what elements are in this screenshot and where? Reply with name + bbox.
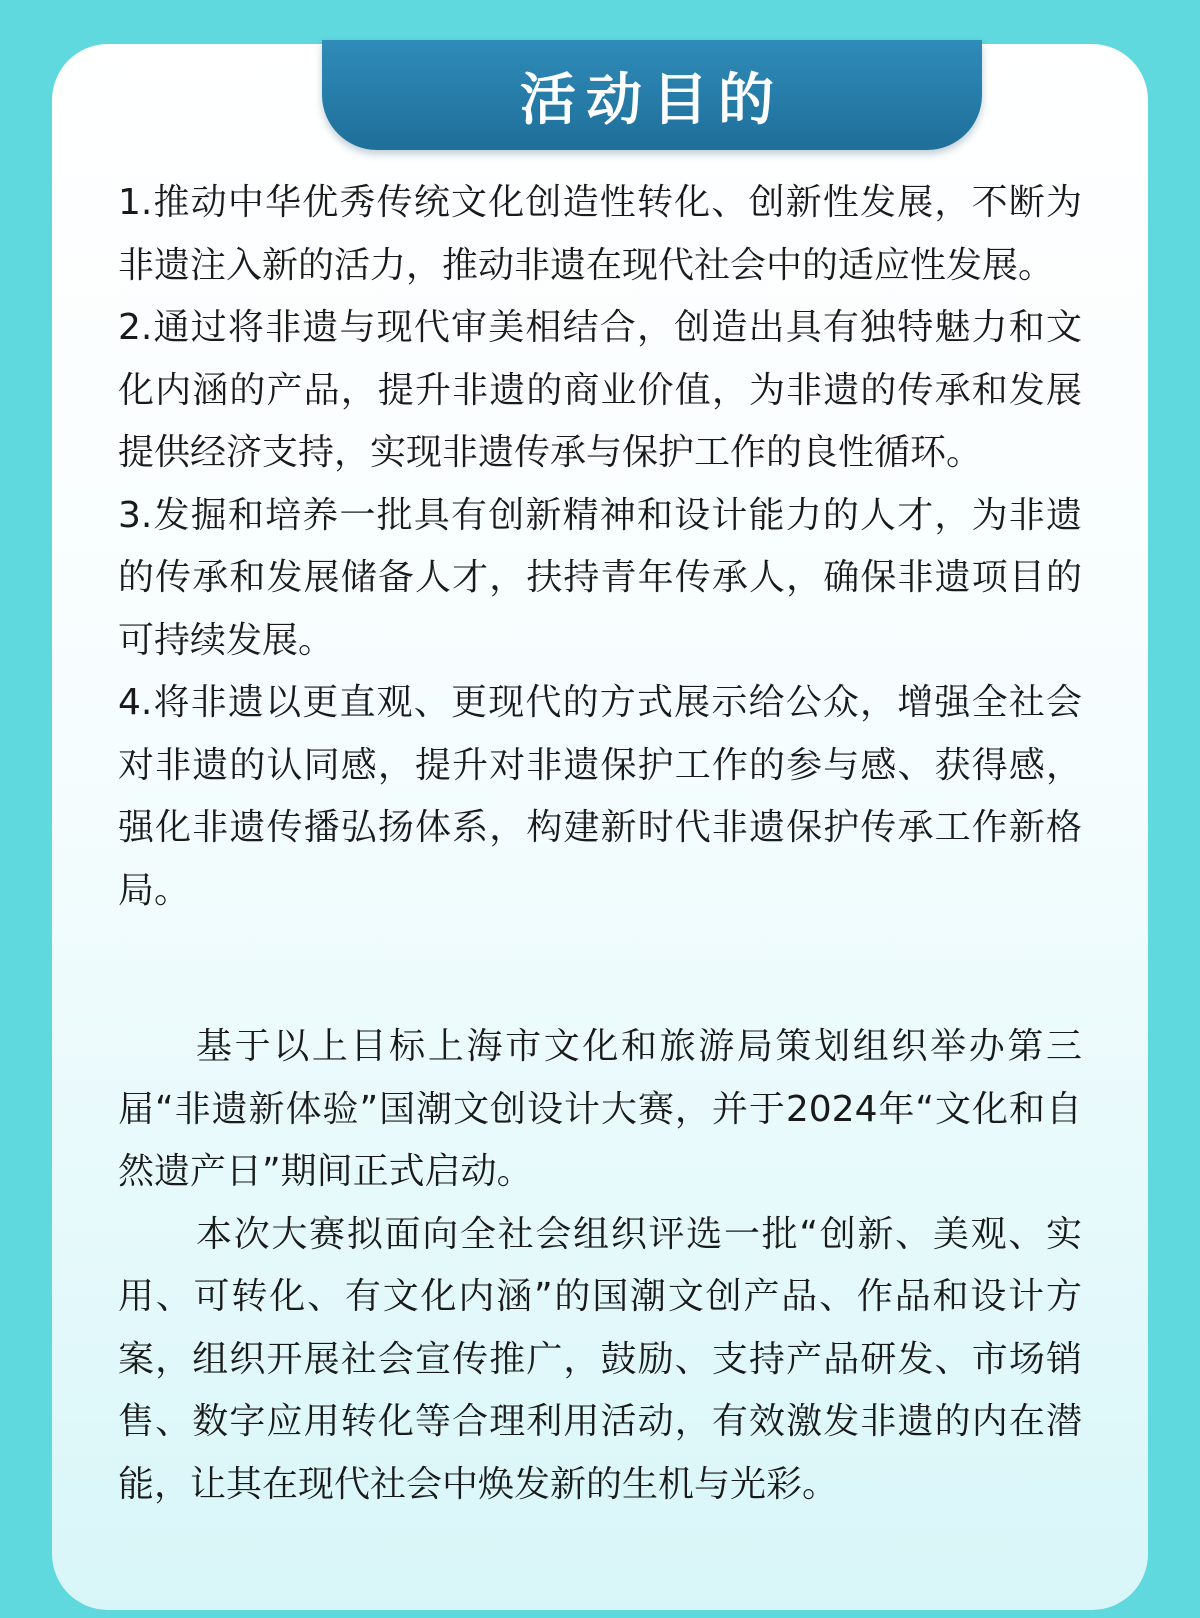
objective-1: 1.推动中华优秀传统文化创造性转化、创新性发展，不断为非遗注入新的活力，推动非遗在现代社会中的适应性发展。 bbox=[118, 182, 1082, 286]
content-card bbox=[52, 44, 1148, 1610]
banner-title: 活动目的 bbox=[520, 68, 784, 133]
article-body bbox=[118, 172, 1082, 1516]
objective-2: 2.通过将非遗与现代审美相结合，创造出具有独特魅力和文化内涵的产品，提升非遗的商业价值，为非遗的传承和发展提供经济支持，实现非遗传承与保护工作的良性循环。 bbox=[118, 307, 1082, 473]
objective-3: 3.发掘和培养一批具有创新精神和设计能力的人才，为非遗的传承和发展储备人才，扶持青年传承人，确保非遗项目的可持续发展。 bbox=[118, 494, 1082, 661]
title-banner bbox=[322, 40, 982, 150]
paragraph-spacer bbox=[118, 922, 1082, 1016]
objective-4: 4.将非遗以更直观、更现代的方式展示给公众，增强全社会对非遗的认同感，提升对非遗保护工作的参与感、获得感，强化非遗传播弘扬体系，构建新时代非遗保护传承工作新格局。 bbox=[118, 682, 1082, 911]
summary-paragraph-2: 本次大赛拟面向全社会组织评选一批“创新、美观、实用、可转化、有文化内涵”的国潮文创产品、作品和设计方案，组织开展社会宣传推广，鼓励、支持产品研发、市场销售、数字应用转化等合理利用活动，有效激发非遗的内在潜能，让其在现代社会中焕发新的生机与光彩。 bbox=[118, 1213, 1082, 1505]
summary-paragraph-1: 基于以上目标上海市文化和旅游局策划组织举办第三届“非遗新体验”国潮文创设计大赛，并于2024年“文化和自然遗产日”期间正式启动。 bbox=[118, 1026, 1082, 1192]
